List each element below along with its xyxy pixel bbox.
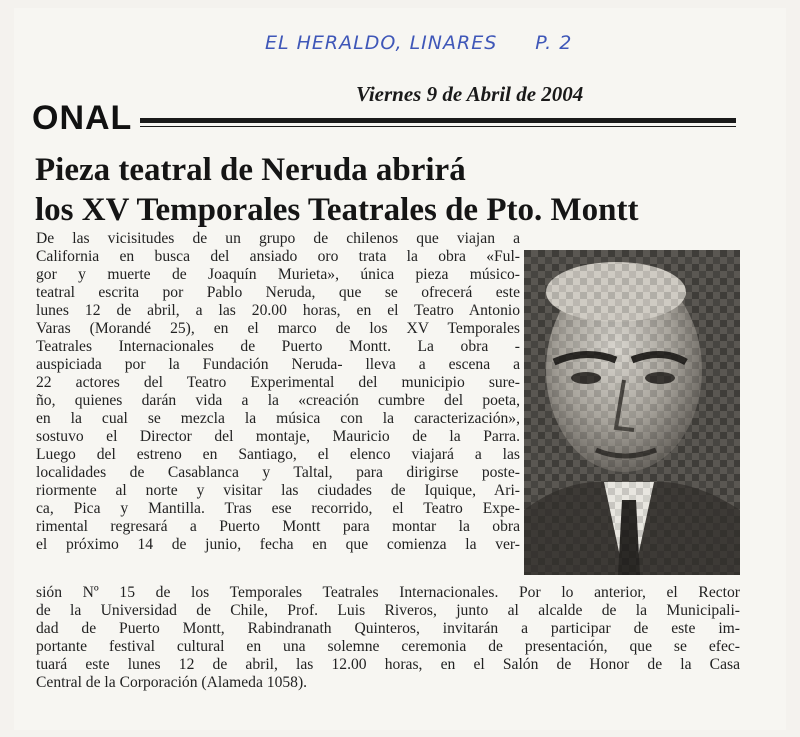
body-line: De las vicisitudes de un grupo de chilenos que viajan a: [36, 230, 520, 247]
article-headline: [35, 150, 755, 230]
body-line: teatral escrita por Pablo Neruda, que se ofrecerá este: [36, 284, 520, 301]
body-line: sión Nº 15 de los Temporales Teatrales Internacionales. Por lo anterior, el Rector: [36, 584, 740, 601]
section-label: ONAL: [32, 99, 133, 137]
handwritten-source-note: [265, 32, 572, 54]
section-rule-thin: [140, 126, 736, 127]
article-body-narrow: [36, 230, 520, 554]
body-line: de la Universidad de Chile, Prof. Luis Riveros, junto al alcalde de la Municipali-: [36, 602, 740, 619]
body-line: ca, Pica y Mantilla. Tras ese recorrido, el Teatro Expe-: [36, 500, 520, 517]
body-line: Central de la Corporación (Alameda 1058).: [36, 674, 308, 691]
section-rule: [140, 118, 736, 123]
body-line: gor y muerte de Joaquín Murieta», única pieza músico-: [36, 266, 520, 283]
article-body-wide: [36, 584, 740, 692]
body-line: localidades de Casablanca y Taltal, para dirigirse poste-: [36, 464, 520, 481]
handwritten-page: P. 2: [535, 32, 573, 54]
body-line: lunes 12 de abril, a las 20.00 horas, en el Teatro Antonio: [36, 302, 520, 319]
body-line: tuará este lunes 12 de abril, las 12.00 horas, en el Salón de Honor de la Casa: [36, 656, 740, 673]
headline-line-1: Pieza teatral de Neruda abrirá: [35, 152, 466, 188]
body-line: 22 actores del Teatro Experimental del municipio sure-: [36, 374, 520, 391]
portrait-photo-icon: [524, 250, 740, 575]
body-line: portante festival cultural en una solemne ceremonia de presentación, que se efec-: [36, 638, 740, 655]
body-line: auspiciada por la Fundación Neruda- lleva a escena a: [36, 356, 520, 373]
body-line: rimental regresará a Puerto Montt para montar la obra: [36, 518, 520, 535]
body-line: dad de Puerto Montt, Rabindranath Quinteros, invitarán a participar de este im-: [36, 620, 740, 637]
body-line: Varas (Morandé 25), en el marco de los XV Temporales: [36, 320, 520, 337]
body-line: California en busca del ansiado oro trata la obra «Ful-: [36, 248, 520, 265]
headline-line-2: los XV Temporales Teatrales de Pto. Montt: [35, 192, 639, 228]
body-line: riormente al norte y visitar las ciudades de Iquique, Ari-: [36, 482, 520, 499]
body-line: sostuvo el Director del montaje, Mauricio de la Parra.: [36, 428, 520, 445]
handwritten-source: EL HERALDO, LINARES: [265, 32, 498, 54]
body-line: ño, quienes darán vida a la «creación cumbre del poeta,: [36, 392, 520, 409]
body-line: el próximo 14 de junio, fecha en que comienza la ver-: [36, 536, 520, 553]
body-line: Luego del estreno en Santiago, el elenco viajará a las: [36, 446, 520, 463]
body-line: Teatrales Internacionales de Puerto Montt. La obra -: [36, 338, 520, 355]
dateline: Viernes 9 de Abril de 2004: [356, 82, 584, 106]
body-line: en la cual se mezcla la música con la caracterización»,: [36, 410, 520, 427]
